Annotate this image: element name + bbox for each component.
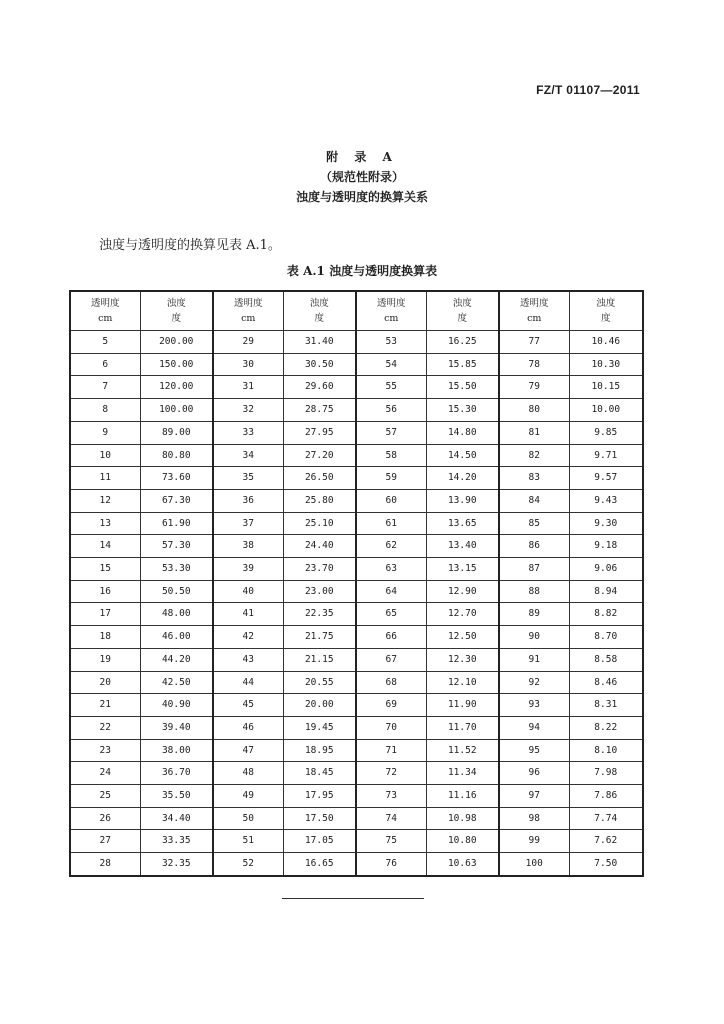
transparency-cell: 90 <box>499 626 569 649</box>
turbidity-cell: 46.00 <box>140 626 213 649</box>
transparency-cell: 94 <box>499 716 569 739</box>
turbidity-cell: 14.20 <box>426 467 499 490</box>
table-header-row <box>70 291 643 331</box>
transparency-cell: 28 <box>70 853 140 876</box>
turbidity-cell: 8.58 <box>569 648 643 671</box>
header-unit: cm <box>527 313 542 324</box>
table-row <box>70 807 643 830</box>
turbidity-cell: 16.65 <box>283 853 356 876</box>
turbidity-cell: 11.34 <box>426 762 499 785</box>
transparency-cell: 64 <box>356 580 426 603</box>
turbidity-cell: 14.80 <box>426 421 499 444</box>
turbidity-cell: 7.98 <box>569 762 643 785</box>
transparency-cell: 87 <box>499 558 569 581</box>
header-label: 浊度 <box>166 298 186 309</box>
transparency-cell: 34 <box>213 444 283 467</box>
header-unit: 度 <box>457 313 467 324</box>
header-unit: cm <box>241 313 256 324</box>
turbidity-cell: 9.18 <box>569 535 643 558</box>
turbidity-cell: 11.16 <box>426 785 499 808</box>
table-row <box>70 399 643 422</box>
transparency-cell: 50 <box>213 807 283 830</box>
turbidity-cell: 30.50 <box>283 353 356 376</box>
table-header-cell <box>283 291 356 331</box>
transparency-cell: 93 <box>499 694 569 717</box>
turbidity-cell: 35.50 <box>140 785 213 808</box>
transparency-cell: 99 <box>499 830 569 853</box>
table-row <box>70 603 643 626</box>
header-unit: 度 <box>171 313 181 324</box>
turbidity-cell: 50.50 <box>140 580 213 603</box>
turbidity-cell: 15.30 <box>426 399 499 422</box>
turbidity-cell: 11.90 <box>426 694 499 717</box>
header-unit: cm <box>98 313 113 324</box>
transparency-cell: 83 <box>499 467 569 490</box>
turbidity-cell: 150.00 <box>140 353 213 376</box>
turbidity-cell: 13.90 <box>426 489 499 512</box>
transparency-cell: 9 <box>70 421 140 444</box>
table-header-cell <box>213 291 283 331</box>
transparency-cell: 100 <box>499 853 569 876</box>
transparency-cell: 45 <box>213 694 283 717</box>
table-row <box>70 830 643 853</box>
turbidity-cell: 27.95 <box>283 421 356 444</box>
table-row <box>70 853 643 876</box>
table-header-cell <box>569 291 643 331</box>
transparency-cell: 63 <box>356 558 426 581</box>
turbidity-cell: 67.30 <box>140 489 213 512</box>
transparency-cell: 82 <box>499 444 569 467</box>
table-row <box>70 762 643 785</box>
transparency-cell: 23 <box>70 739 140 762</box>
turbidity-cell: 16.25 <box>426 331 499 354</box>
transparency-cell: 43 <box>213 648 283 671</box>
turbidity-cell: 8.46 <box>569 671 643 694</box>
transparency-cell: 91 <box>499 648 569 671</box>
turbidity-cell: 34.40 <box>140 807 213 830</box>
transparency-cell: 31 <box>213 376 283 399</box>
transparency-cell: 85 <box>499 512 569 535</box>
turbidity-cell: 10.98 <box>426 807 499 830</box>
turbidity-cell: 44.20 <box>140 648 213 671</box>
table-row <box>70 648 643 671</box>
turbidity-cell: 100.00 <box>140 399 213 422</box>
turbidity-cell: 38.00 <box>140 739 213 762</box>
transparency-cell: 66 <box>356 626 426 649</box>
transparency-cell: 95 <box>499 739 569 762</box>
appendix-title: 附 录 A <box>326 150 398 164</box>
turbidity-cell: 15.50 <box>426 376 499 399</box>
transparency-cell: 21 <box>70 694 140 717</box>
turbidity-cell: 18.95 <box>283 739 356 762</box>
transparency-cell: 56 <box>356 399 426 422</box>
turbidity-cell: 14.50 <box>426 444 499 467</box>
turbidity-cell: 20.00 <box>283 694 356 717</box>
turbidity-cell: 73.60 <box>140 467 213 490</box>
turbidity-cell: 9.43 <box>569 489 643 512</box>
table-row <box>70 558 643 581</box>
table-row <box>70 512 643 535</box>
turbidity-cell: 15.85 <box>426 353 499 376</box>
transparency-cell: 42 <box>213 626 283 649</box>
header-label: 透明度 <box>519 298 549 309</box>
turbidity-cell: 80.80 <box>140 444 213 467</box>
turbidity-cell: 29.60 <box>283 376 356 399</box>
transparency-cell: 70 <box>356 716 426 739</box>
header-label: 透明度 <box>90 298 120 309</box>
table-header-cell <box>499 291 569 331</box>
turbidity-cell: 13.15 <box>426 558 499 581</box>
table-row <box>70 421 643 444</box>
table-header-cell <box>70 291 140 331</box>
transparency-cell: 7 <box>70 376 140 399</box>
transparency-cell: 19 <box>70 648 140 671</box>
turbidity-cell: 61.90 <box>140 512 213 535</box>
transparency-cell: 84 <box>499 489 569 512</box>
standard-code: FZ/T 01107—2011 <box>536 83 640 97</box>
transparency-cell: 10 <box>70 444 140 467</box>
transparency-cell: 37 <box>213 512 283 535</box>
conversion-table <box>69 290 644 877</box>
turbidity-cell: 13.65 <box>426 512 499 535</box>
transparency-cell: 55 <box>356 376 426 399</box>
intro-text: 浊度与透明度的换算见表 A.1。 <box>99 238 281 253</box>
table-row <box>70 671 643 694</box>
table-caption: 表 A.1 浊度与透明度换算表 <box>286 264 438 278</box>
table-row <box>70 716 643 739</box>
appendix-name: 浊度与透明度的换算关系 <box>295 190 428 204</box>
turbidity-cell: 12.30 <box>426 648 499 671</box>
turbidity-cell: 9.71 <box>569 444 643 467</box>
turbidity-cell: 42.50 <box>140 671 213 694</box>
transparency-cell: 48 <box>213 762 283 785</box>
transparency-cell: 86 <box>499 535 569 558</box>
turbidity-cell: 48.00 <box>140 603 213 626</box>
transparency-cell: 98 <box>499 807 569 830</box>
turbidity-cell: 89.00 <box>140 421 213 444</box>
transparency-cell: 74 <box>356 807 426 830</box>
turbidity-cell: 28.75 <box>283 399 356 422</box>
turbidity-cell: 25.10 <box>283 512 356 535</box>
header-unit: 度 <box>600 313 611 324</box>
transparency-cell: 18 <box>70 626 140 649</box>
table-row <box>70 580 643 603</box>
turbidity-cell: 39.40 <box>140 716 213 739</box>
transparency-cell: 78 <box>499 353 569 376</box>
turbidity-cell: 19.45 <box>283 716 356 739</box>
turbidity-cell: 53.30 <box>140 558 213 581</box>
turbidity-cell: 10.80 <box>426 830 499 853</box>
transparency-cell: 97 <box>499 785 569 808</box>
turbidity-cell: 57.30 <box>140 535 213 558</box>
transparency-cell: 81 <box>499 421 569 444</box>
header-label: 透明度 <box>233 298 263 309</box>
transparency-cell: 14 <box>70 535 140 558</box>
transparency-cell: 88 <box>499 580 569 603</box>
appendix-type: （规范性附录） <box>319 170 404 184</box>
transparency-cell: 62 <box>356 535 426 558</box>
transparency-cell: 46 <box>213 716 283 739</box>
turbidity-cell: 120.00 <box>140 376 213 399</box>
turbidity-cell: 26.50 <box>283 467 356 490</box>
transparency-cell: 71 <box>356 739 426 762</box>
turbidity-cell: 25.80 <box>283 489 356 512</box>
turbidity-cell: 21.75 <box>283 626 356 649</box>
transparency-cell: 6 <box>70 353 140 376</box>
table-row <box>70 694 643 717</box>
table-body <box>70 331 643 876</box>
header-label: 浊度 <box>596 298 616 309</box>
turbidity-cell: 12.10 <box>426 671 499 694</box>
transparency-cell: 75 <box>356 830 426 853</box>
transparency-cell: 49 <box>213 785 283 808</box>
transparency-cell: 80 <box>499 399 569 422</box>
table-row <box>70 353 643 376</box>
turbidity-cell: 11.52 <box>426 739 499 762</box>
turbidity-cell: 8.31 <box>569 694 643 717</box>
turbidity-cell: 8.94 <box>569 580 643 603</box>
turbidity-cell: 7.50 <box>569 853 643 876</box>
turbidity-cell: 24.40 <box>283 535 356 558</box>
table-row <box>70 467 643 490</box>
transparency-cell: 67 <box>356 648 426 671</box>
turbidity-cell: 9.85 <box>569 421 643 444</box>
transparency-cell: 89 <box>499 603 569 626</box>
transparency-cell: 54 <box>356 353 426 376</box>
transparency-cell: 77 <box>499 331 569 354</box>
transparency-cell: 27 <box>70 830 140 853</box>
transparency-cell: 52 <box>213 853 283 876</box>
transparency-cell: 26 <box>70 807 140 830</box>
turbidity-cell: 7.74 <box>569 807 643 830</box>
transparency-cell: 11 <box>70 467 140 490</box>
header-label: 浊度 <box>309 298 329 309</box>
table-header-cell <box>426 291 499 331</box>
turbidity-cell: 13.40 <box>426 535 499 558</box>
turbidity-cell: 23.70 <box>283 558 356 581</box>
transparency-cell: 79 <box>499 376 569 399</box>
header-label: 浊度 <box>452 298 472 309</box>
transparency-cell: 72 <box>356 762 426 785</box>
turbidity-cell: 200.00 <box>140 331 213 354</box>
turbidity-cell: 10.30 <box>569 353 643 376</box>
transparency-cell: 92 <box>499 671 569 694</box>
transparency-cell: 30 <box>213 353 283 376</box>
turbidity-cell: 22.35 <box>283 603 356 626</box>
transparency-cell: 96 <box>499 762 569 785</box>
transparency-cell: 47 <box>213 739 283 762</box>
table-row <box>70 785 643 808</box>
transparency-cell: 17 <box>70 603 140 626</box>
transparency-cell: 41 <box>213 603 283 626</box>
turbidity-cell: 40.90 <box>140 694 213 717</box>
transparency-cell: 38 <box>213 535 283 558</box>
transparency-cell: 20 <box>70 671 140 694</box>
transparency-cell: 60 <box>356 489 426 512</box>
transparency-cell: 22 <box>70 716 140 739</box>
transparency-cell: 35 <box>213 467 283 490</box>
turbidity-cell: 21.15 <box>283 648 356 671</box>
footer-rule <box>282 898 424 899</box>
table-row <box>70 331 643 354</box>
turbidity-cell: 20.55 <box>283 671 356 694</box>
transparency-cell: 69 <box>356 694 426 717</box>
transparency-cell: 15 <box>70 558 140 581</box>
transparency-cell: 59 <box>356 467 426 490</box>
transparency-cell: 8 <box>70 399 140 422</box>
header-unit: 度 <box>314 313 324 324</box>
transparency-cell: 73 <box>356 785 426 808</box>
turbidity-cell: 12.50 <box>426 626 499 649</box>
transparency-cell: 51 <box>213 830 283 853</box>
header-unit: cm <box>384 313 399 324</box>
transparency-cell: 53 <box>356 331 426 354</box>
turbidity-cell: 17.95 <box>283 785 356 808</box>
transparency-cell: 29 <box>213 331 283 354</box>
transparency-cell: 44 <box>213 671 283 694</box>
transparency-cell: 61 <box>356 512 426 535</box>
table-row <box>70 376 643 399</box>
transparency-cell: 16 <box>70 580 140 603</box>
table-row <box>70 739 643 762</box>
turbidity-cell: 10.46 <box>569 331 643 354</box>
turbidity-cell: 9.06 <box>569 558 643 581</box>
transparency-cell: 39 <box>213 558 283 581</box>
turbidity-cell: 10.15 <box>569 376 643 399</box>
transparency-cell: 76 <box>356 853 426 876</box>
table-row <box>70 489 643 512</box>
transparency-cell: 12 <box>70 489 140 512</box>
turbidity-cell: 8.22 <box>569 716 643 739</box>
turbidity-cell: 23.00 <box>283 580 356 603</box>
transparency-cell: 24 <box>70 762 140 785</box>
transparency-cell: 68 <box>356 671 426 694</box>
turbidity-cell: 36.70 <box>140 762 213 785</box>
transparency-cell: 57 <box>356 421 426 444</box>
turbidity-cell: 8.70 <box>569 626 643 649</box>
turbidity-cell: 7.62 <box>569 830 643 853</box>
transparency-cell: 65 <box>356 603 426 626</box>
transparency-cell: 58 <box>356 444 426 467</box>
turbidity-cell: 9.30 <box>569 512 643 535</box>
turbidity-cell: 7.86 <box>569 785 643 808</box>
transparency-cell: 33 <box>213 421 283 444</box>
turbidity-cell: 8.82 <box>569 603 643 626</box>
turbidity-cell: 27.20 <box>283 444 356 467</box>
transparency-cell: 13 <box>70 512 140 535</box>
table-row <box>70 535 643 558</box>
table-row <box>70 444 643 467</box>
transparency-cell: 32 <box>213 399 283 422</box>
table-header-cell <box>356 291 426 331</box>
turbidity-cell: 10.00 <box>569 399 643 422</box>
turbidity-cell: 31.40 <box>283 331 356 354</box>
turbidity-cell: 10.63 <box>426 853 499 876</box>
turbidity-cell: 12.70 <box>426 603 499 626</box>
turbidity-cell: 32.35 <box>140 853 213 876</box>
turbidity-cell: 12.90 <box>426 580 499 603</box>
turbidity-cell: 18.45 <box>283 762 356 785</box>
transparency-cell: 36 <box>213 489 283 512</box>
transparency-cell: 5 <box>70 331 140 354</box>
turbidity-cell: 8.10 <box>569 739 643 762</box>
table-header-cell <box>140 291 213 331</box>
table-row <box>70 626 643 649</box>
turbidity-cell: 33.35 <box>140 830 213 853</box>
turbidity-cell: 17.05 <box>283 830 356 853</box>
turbidity-cell: 9.57 <box>569 467 643 490</box>
transparency-cell: 40 <box>213 580 283 603</box>
transparency-cell: 25 <box>70 785 140 808</box>
header-label: 透明度 <box>376 298 406 309</box>
turbidity-cell: 17.50 <box>283 807 356 830</box>
turbidity-cell: 11.70 <box>426 716 499 739</box>
